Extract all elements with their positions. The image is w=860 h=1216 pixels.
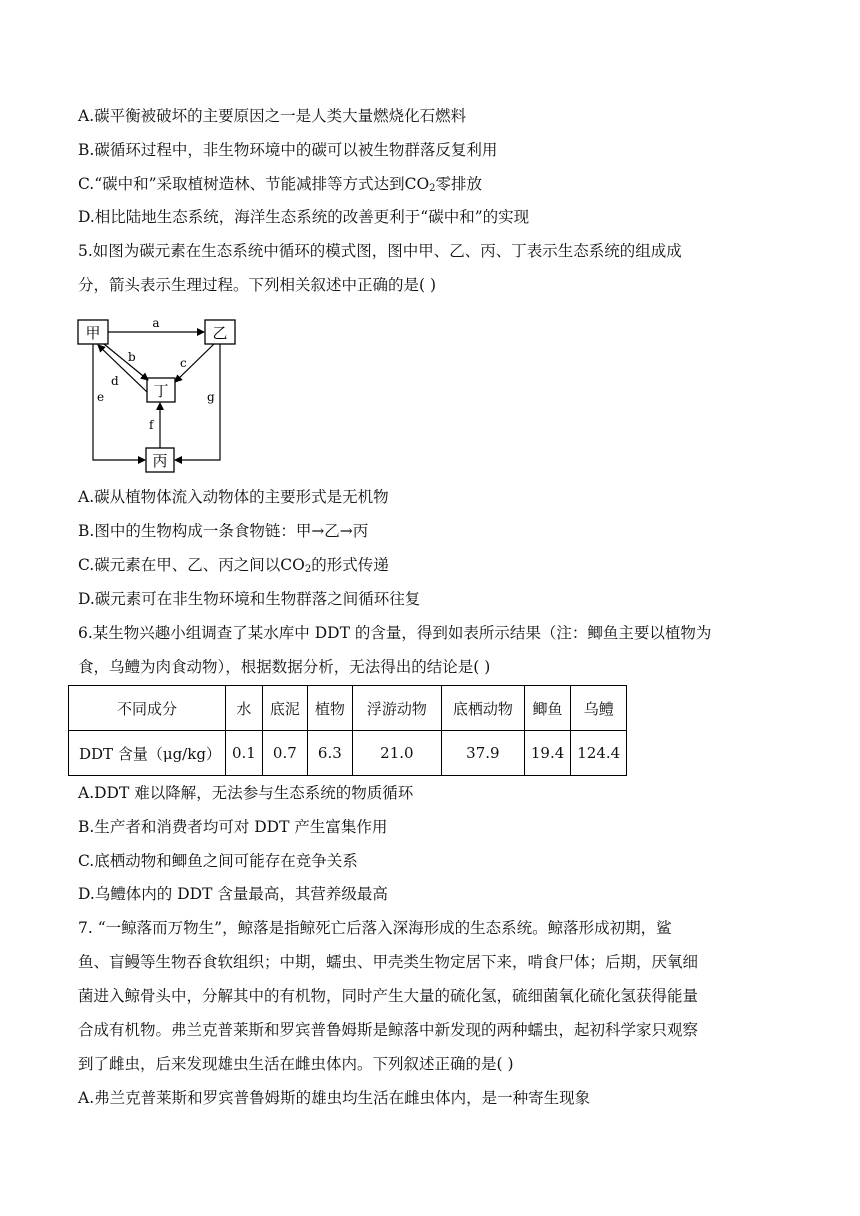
table-header-cell: 底泥 bbox=[262, 686, 307, 731]
q7-stem-line5: 到了雌虫，后来发现雄虫生活在雌虫体内。下列叙述正确的是( ) bbox=[78, 1055, 514, 1073]
q4-option-a: A.碳平衡被破坏的主要原因之一是人类大量燃烧化石燃料 bbox=[78, 107, 467, 125]
table-row bbox=[69, 731, 627, 776]
q7-stem-line4: 合成有机物。弗兰克普莱斯和罗宾普鲁姆斯是鲸落中新发现的两种蠕虫，起初科学家只观察 bbox=[78, 1021, 699, 1039]
q5-stem-line2: 分，箭头表示生理过程。下列相关叙述中正确的是( ) bbox=[78, 276, 437, 294]
node-jia-label: 甲 bbox=[85, 324, 101, 342]
table-cell: 0.1 bbox=[226, 731, 263, 776]
q4-option-c-text: C.“碳中和”采取植树造林、节能减排等方式达到CO bbox=[78, 175, 430, 193]
q4-option-c-tail: 零排放 bbox=[435, 175, 483, 193]
arrow-e-label: e bbox=[97, 390, 105, 404]
table-cell: DDT 含量（μg/kg） bbox=[69, 731, 226, 776]
node-bing-label: 丙 bbox=[152, 452, 168, 470]
q5-option-b: B.图中的生物构成一条食物链：甲→乙→丙 bbox=[78, 522, 369, 540]
q7-option-a: A.弗兰克普莱斯和罗宾普鲁姆斯的雄虫均生活在雌虫体内，是一种寄生现象 bbox=[78, 1089, 591, 1107]
arrow-g-label: g bbox=[207, 390, 215, 404]
table-cell: 21.0 bbox=[352, 731, 441, 776]
node-yi-label: 乙 bbox=[212, 324, 228, 342]
node-bing bbox=[146, 448, 174, 472]
q4-option-c bbox=[78, 174, 482, 199]
q5-option-d: D.碳元素可在非生物环境和生物群落之间循环往复 bbox=[78, 590, 421, 608]
q5-option-c bbox=[78, 555, 389, 580]
q5-option-c-tail: 的形式传递 bbox=[311, 556, 389, 574]
arrow-f-label: f bbox=[149, 418, 154, 432]
arrow-c-label: c bbox=[180, 356, 187, 370]
q6-stem-line1: 6.某生物兴趣小组调查了某水库中 DDT 的含量，得到如表所示结果（注：鲫鱼主要以植物为 bbox=[78, 624, 712, 642]
table-cell: 0.7 bbox=[262, 731, 307, 776]
q5-option-c-sub: 2 bbox=[304, 564, 312, 575]
table-header-cell: 不同成分 bbox=[69, 686, 226, 731]
table-cell: 37.9 bbox=[441, 731, 524, 776]
table-header-cell: 鲫鱼 bbox=[524, 686, 570, 731]
table-header-cell: 水 bbox=[226, 686, 263, 731]
table-header-cell: 乌鳢 bbox=[571, 686, 627, 731]
node-jia bbox=[78, 320, 108, 344]
table-cell: 19.4 bbox=[524, 731, 570, 776]
node-ding-label: 丁 bbox=[153, 382, 169, 400]
table-header-cell: 浮游动物 bbox=[352, 686, 441, 731]
ddt-table bbox=[68, 685, 627, 776]
arrow-d bbox=[98, 345, 147, 392]
q4-option-d: D.相比陆地生态系统，海洋生态系统的改善更利于“碳中和”的实现 bbox=[78, 208, 530, 226]
table-cell: 124.4 bbox=[571, 731, 627, 776]
q5-option-c-text: C.碳元素在甲、乙、丙之间以CO bbox=[78, 556, 305, 574]
q6-stem-line2: 食，乌鳢为肉食动物），根据数据分析，无法得出的结论是( ) bbox=[78, 658, 491, 676]
q4-option-c-sub: 2 bbox=[429, 183, 436, 194]
arrow-b-label: b bbox=[128, 350, 136, 364]
q4-option-b: B.碳循环过程中，非生物环境中的碳可以被生物群落反复利用 bbox=[78, 141, 498, 159]
q7-stem-line3: 菌进入鲸骨头中，分解其中的有机物，同时产生大量的硫化氢，硫细菌氧化硫化氢获得能量 bbox=[78, 987, 699, 1005]
q6-option-c: C.底栖动物和鲫鱼之间可能存在竞争关系 bbox=[78, 852, 358, 870]
carbon-cycle-diagram bbox=[76, 312, 256, 477]
arrow-d-label: d bbox=[111, 374, 119, 388]
q5-option-a: A.碳从植物体流入动物体的主要形式是无机物 bbox=[78, 488, 389, 506]
q6-option-d: D.乌鳢体内的 DDT 含量最高，其营养级最高 bbox=[78, 885, 388, 903]
node-yi bbox=[205, 320, 235, 344]
table-header-cell: 植物 bbox=[307, 686, 352, 731]
q6-option-a: A.DDT 难以降解，无法参与生态系统的物质循环 bbox=[78, 784, 414, 802]
node-ding bbox=[147, 378, 175, 402]
q7-stem-line1: 7. “一鲸落而万物生”，鲸落是指鲸死亡后落入深海形成的生态系统。鲸落形成初期，鲨 bbox=[78, 919, 672, 937]
arrow-a-label: a bbox=[152, 316, 160, 330]
q6-option-b: B.生产者和消费者均可对 DDT 产生富集作用 bbox=[78, 818, 388, 836]
q7-stem-line2: 鱼、盲鳗等生物吞食软组织；中期，蠕虫、甲壳类生物定居下来，啃食尸体；后期，厌氧细 bbox=[78, 953, 699, 971]
table-header-row bbox=[69, 686, 627, 731]
table-cell: 6.3 bbox=[307, 731, 352, 776]
q5-stem-line1: 5.如图为碳元素在生态系统中循环的模式图，图中甲、乙、丙、丁表示生态系统的组成成 bbox=[78, 242, 682, 260]
table-header-cell: 底栖动物 bbox=[441, 686, 524, 731]
